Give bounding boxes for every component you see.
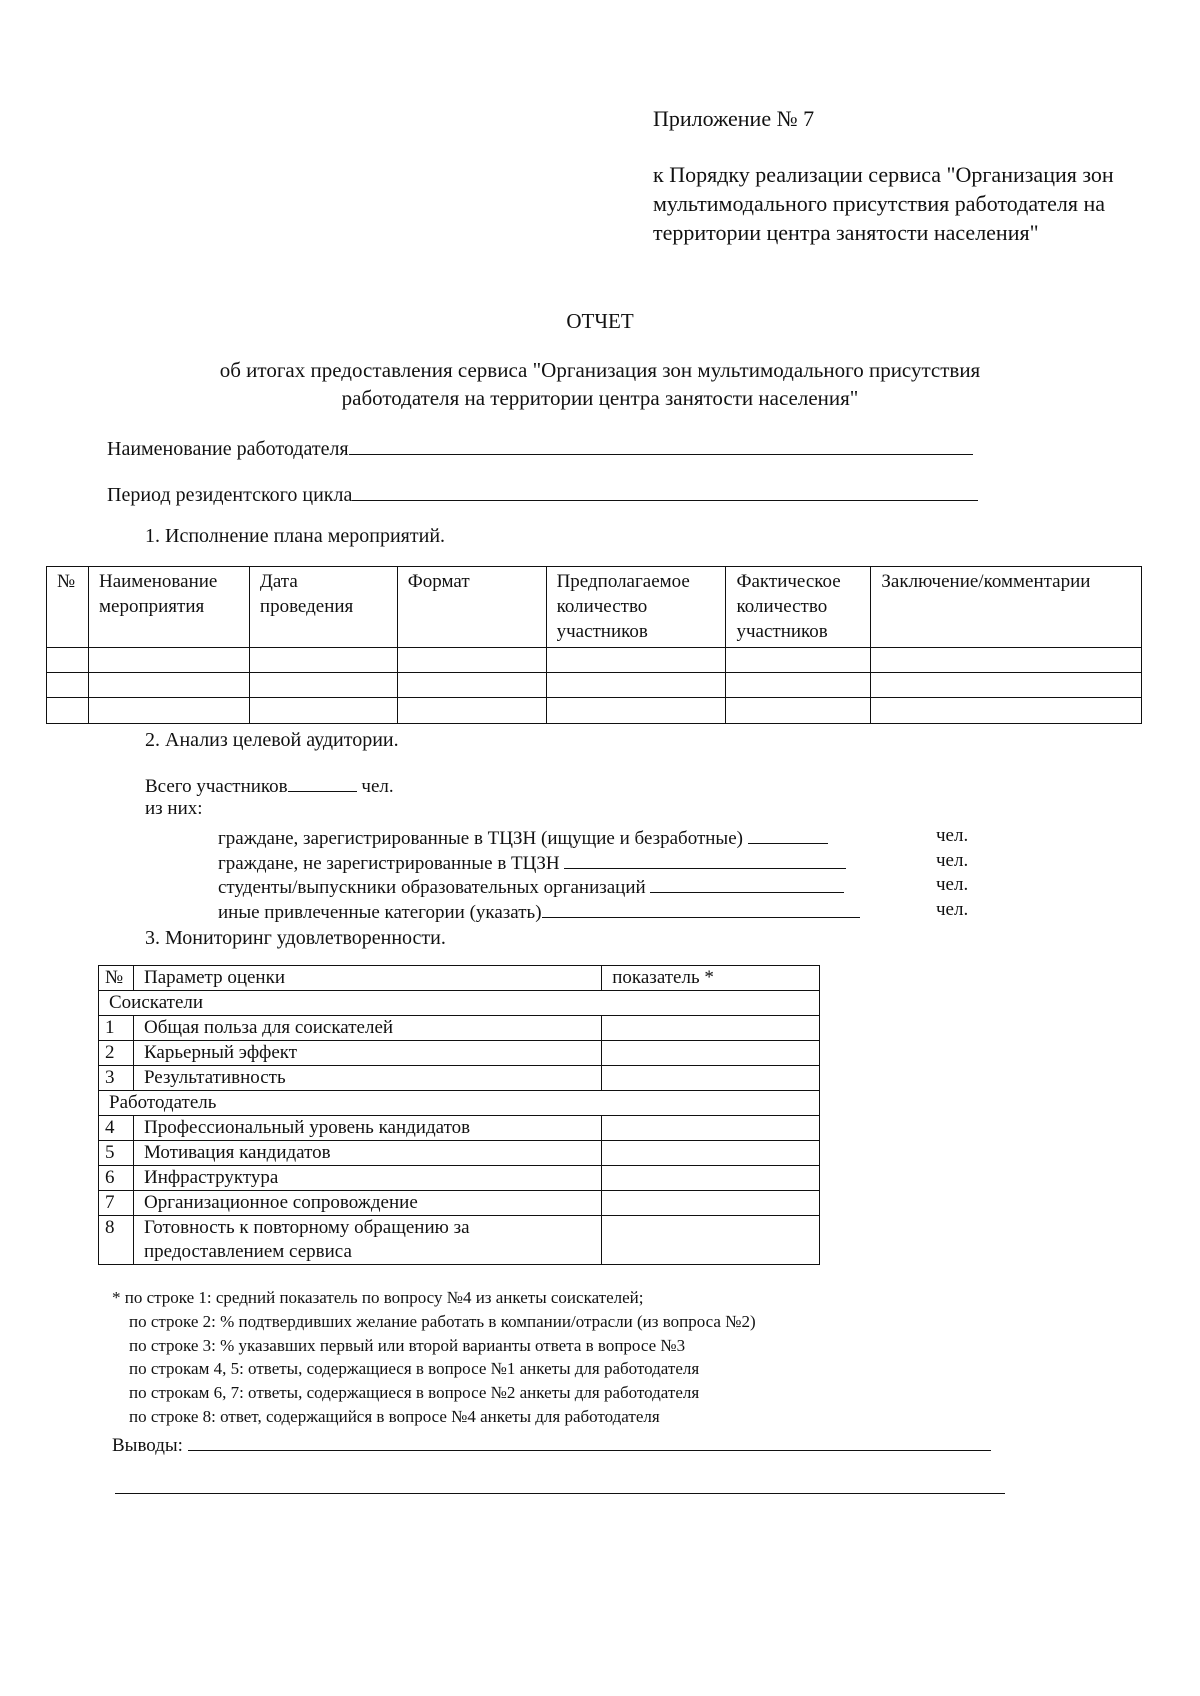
table-cell[interactable] bbox=[546, 673, 726, 698]
column-header-planned-participants: Предполагаемое количество участников bbox=[546, 567, 726, 648]
list-item bbox=[218, 874, 844, 899]
table-row bbox=[47, 648, 1142, 673]
table-cell[interactable] bbox=[249, 648, 397, 673]
column-header-number: № bbox=[47, 567, 89, 648]
section-1-heading: 1. Исполнение плана мероприятий. bbox=[145, 525, 446, 547]
table-cell[interactable] bbox=[47, 648, 89, 673]
total-participants-fill[interactable] bbox=[288, 773, 357, 792]
column-header-indicator: показатель * bbox=[602, 966, 820, 991]
unit-label: чел. bbox=[936, 874, 969, 895]
table-cell[interactable] bbox=[546, 698, 726, 724]
table-row bbox=[99, 1116, 820, 1141]
annex-reference: к Порядку реализации сервиса "Организация зон мультимодального присутствия работодателя на территории центра занятости населения" bbox=[653, 162, 1114, 245]
table-cell[interactable] bbox=[726, 648, 871, 673]
column-header-number: № bbox=[99, 966, 134, 991]
column-header-actual-participants: Фактическое количество участников bbox=[726, 567, 871, 648]
parameter-name: Мотивация кандидатов bbox=[133, 1141, 601, 1166]
table-cell[interactable] bbox=[726, 698, 871, 724]
table-cell[interactable] bbox=[397, 698, 546, 724]
row-number: 5 bbox=[99, 1141, 134, 1166]
row-number: 7 bbox=[99, 1191, 134, 1216]
table-cell[interactable] bbox=[397, 673, 546, 698]
column-header-comments: Заключение/комментарии bbox=[871, 567, 1142, 648]
row-number: 1 bbox=[99, 1016, 134, 1041]
unit-label: чел. bbox=[361, 776, 394, 797]
parameter-name: Организационное сопровождение bbox=[133, 1191, 601, 1216]
unit-label: чел. bbox=[936, 899, 969, 920]
period-fill-line[interactable] bbox=[352, 482, 978, 501]
parameter-name: Профессиональный уровень кандидатов bbox=[133, 1116, 601, 1141]
footnote-line: по строкам 6, 7: ответы, содержащиеся в вопросе №2 анкеты для работодателя bbox=[129, 1383, 700, 1402]
group-row-employer bbox=[99, 1091, 820, 1116]
list-item-label: граждане, зарегистрированные в ТЦЗН (ищущие и безработные) bbox=[218, 828, 743, 849]
footnote-line: по строке 3: % указавших первый или второй варианты ответа в вопросе №3 bbox=[129, 1336, 686, 1355]
row-number: 4 bbox=[99, 1116, 134, 1141]
indicator-cell[interactable] bbox=[602, 1016, 820, 1041]
table-row bbox=[99, 1066, 820, 1091]
conclusions-fill-line-2[interactable] bbox=[115, 1493, 1005, 1494]
indicator-cell[interactable] bbox=[602, 1116, 820, 1141]
indicator-cell[interactable] bbox=[602, 1191, 820, 1216]
row-number: 3 bbox=[99, 1066, 134, 1091]
table-cell[interactable] bbox=[397, 648, 546, 673]
footnote-line: по строке 2: % подтвердивших желание работать в компании/отрасли (из вопроса №2) bbox=[129, 1312, 756, 1331]
indicator-cell[interactable] bbox=[602, 1041, 820, 1066]
column-header-event-name: Наименование мероприятия bbox=[88, 567, 249, 648]
group-row-applicants bbox=[99, 991, 820, 1016]
parameter-name: Общая польза для соискателей bbox=[133, 1016, 601, 1041]
report-subtitle-line-2: работодателя на территории центра занятости населения" bbox=[341, 386, 859, 410]
unit-label: чел. bbox=[936, 850, 969, 871]
table-cell[interactable] bbox=[871, 673, 1142, 698]
footnote-line: по строке 8: ответ, содержащийся в вопросе №4 анкеты для работодателя bbox=[129, 1407, 660, 1426]
table-cell[interactable] bbox=[726, 673, 871, 698]
table-cell[interactable] bbox=[88, 648, 249, 673]
conclusions-label: Выводы: bbox=[112, 1435, 183, 1456]
table-row bbox=[99, 1191, 820, 1216]
group-label: Работодатель bbox=[99, 1091, 820, 1116]
section-2-heading: 2. Анализ целевой аудитории. bbox=[145, 729, 399, 751]
parameter-name-line-1: Готовность к повторному обращению за bbox=[143, 1217, 470, 1238]
list-item bbox=[218, 899, 860, 924]
row-number: 8 bbox=[99, 1216, 134, 1265]
table-row bbox=[99, 1166, 820, 1191]
report-title: ОТЧЕТ bbox=[566, 309, 634, 333]
indicator-cell[interactable] bbox=[602, 1066, 820, 1091]
table-row bbox=[99, 1216, 820, 1265]
total-participants-label: Всего участников bbox=[145, 776, 288, 797]
table-cell[interactable] bbox=[871, 648, 1142, 673]
annex-number: Приложение № 7 bbox=[653, 106, 815, 131]
period-label: Период резидентского цикла bbox=[107, 484, 353, 506]
table-row bbox=[47, 698, 1142, 724]
table-row bbox=[47, 673, 1142, 698]
list-item-label: студенты/выпускники образовательных организаций bbox=[218, 877, 646, 898]
column-header-format: Формат bbox=[397, 567, 546, 648]
table-cell[interactable] bbox=[871, 698, 1142, 724]
list-item-label: иные привлеченные категории (указать) bbox=[218, 902, 542, 923]
indicator-cell[interactable] bbox=[602, 1166, 820, 1191]
conclusions-fill-line[interactable] bbox=[188, 1432, 991, 1451]
list-item-fill[interactable] bbox=[650, 874, 844, 893]
list-item-fill[interactable] bbox=[748, 825, 828, 844]
list-item bbox=[218, 850, 846, 875]
parameter-name bbox=[133, 1216, 601, 1265]
column-header-parameter: Параметр оценки bbox=[133, 966, 601, 991]
list-item-label: граждане, не зарегистрированные в ТЦЗН bbox=[218, 853, 560, 874]
indicator-cell[interactable] bbox=[602, 1141, 820, 1166]
unit-label: чел. bbox=[936, 825, 969, 846]
list-item bbox=[218, 825, 828, 850]
table-cell[interactable] bbox=[249, 673, 397, 698]
table-cell[interactable] bbox=[249, 698, 397, 724]
total-participants-line bbox=[145, 773, 394, 798]
employer-fill-line[interactable] bbox=[349, 436, 973, 455]
column-header-date: Дата проведения bbox=[249, 567, 397, 648]
conclusions-line bbox=[112, 1432, 991, 1457]
period-field bbox=[107, 482, 978, 507]
table-header-row bbox=[47, 567, 1142, 648]
row-number: 2 bbox=[99, 1041, 134, 1066]
parameter-name-line-2: предоставлением сервиса bbox=[143, 1241, 352, 1262]
list-item-fill[interactable] bbox=[564, 850, 846, 869]
table-cell[interactable] bbox=[47, 698, 89, 724]
list-item-fill[interactable] bbox=[542, 899, 860, 918]
report-subtitle bbox=[120, 356, 1080, 412]
group-label: Соискатели bbox=[99, 991, 820, 1016]
footnote-line: по строкам 4, 5: ответы, содержащиеся в вопросе №1 анкеты для работодателя bbox=[129, 1359, 700, 1378]
row-number: 6 bbox=[99, 1166, 134, 1191]
employer-label: Наименование работодателя bbox=[107, 438, 349, 460]
of-them-label: из них: bbox=[145, 798, 203, 819]
table-cell[interactable] bbox=[546, 648, 726, 673]
table-cell[interactable] bbox=[88, 698, 249, 724]
footnote-line: * по строке 1: средний показатель по вопросу №4 из анкеты соискателей; bbox=[112, 1288, 644, 1307]
section-3-heading: 3. Мониторинг удовлетворенности. bbox=[145, 927, 446, 949]
events-table bbox=[46, 566, 1142, 724]
employer-field bbox=[107, 436, 973, 461]
parameter-name: Результативность bbox=[133, 1066, 601, 1091]
satisfaction-table bbox=[98, 965, 820, 1265]
parameter-name: Инфраструктура bbox=[133, 1166, 601, 1191]
table-cell[interactable] bbox=[47, 673, 89, 698]
indicator-cell[interactable] bbox=[602, 1216, 820, 1265]
report-subtitle-line-1: об итогах предоставления сервиса "Организация зон мультимодального присутствия bbox=[219, 358, 981, 382]
table-row bbox=[99, 1016, 820, 1041]
table-row bbox=[99, 1141, 820, 1166]
parameter-name: Карьерный эффект bbox=[133, 1041, 601, 1066]
table-cell[interactable] bbox=[88, 673, 249, 698]
table-row bbox=[99, 1041, 820, 1066]
table-header-row bbox=[99, 966, 820, 991]
